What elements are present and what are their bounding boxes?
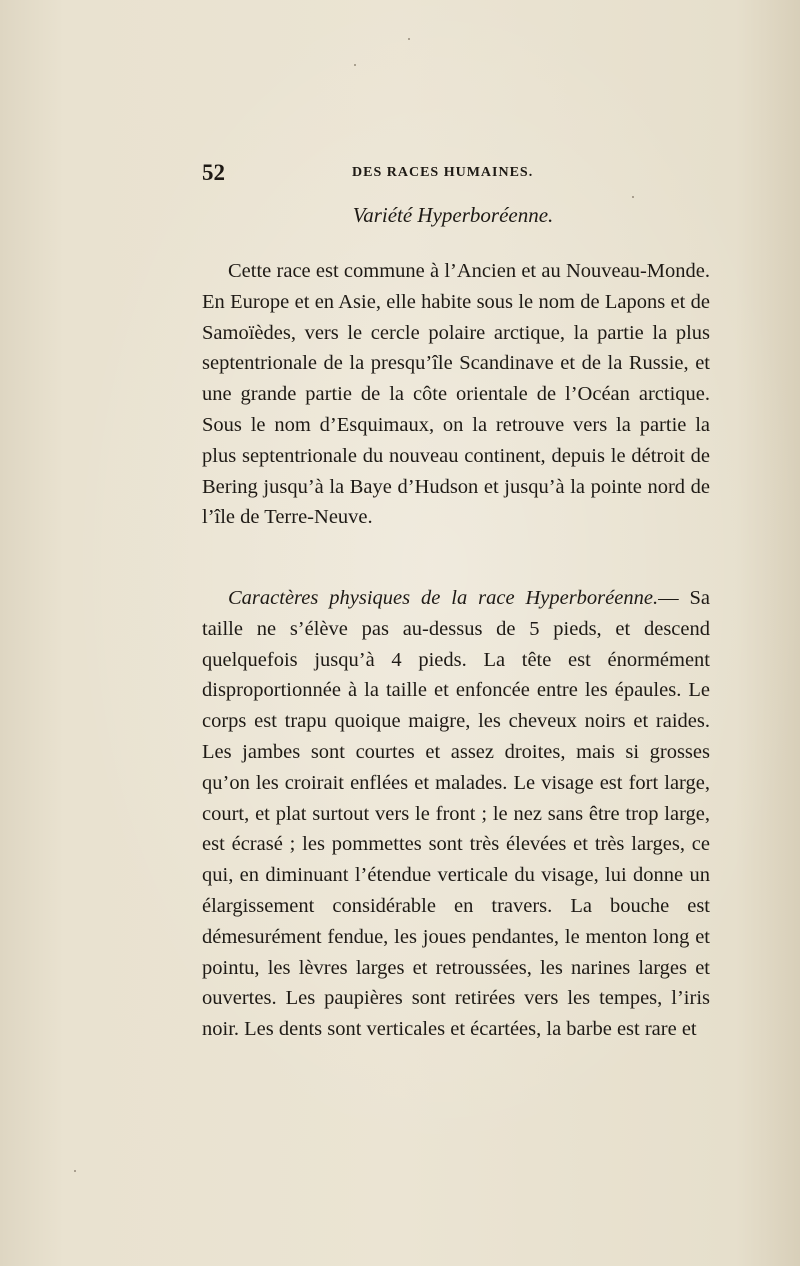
em-dash: — (658, 587, 679, 609)
paper-speck (408, 38, 410, 40)
paper-speck (74, 1170, 76, 1172)
running-head: DES RACES HUMAINES. (352, 165, 534, 180)
paragraph-lead-title: Caractères physiques de la race Hyperboréenne. (228, 587, 659, 609)
paragraph-body: Sa taille ne s’élève pas au-dessus de 5 pieds, et descend quelquefois jusqu’à 4 pieds. La tête est énormément disproportionnée à la taille et enfoncée entre les épaules. Le corps est trapu quoique maigre, les cheveux noirs et raides. Les jambes sont courtes et assez droites, mais si grosses qu’on les croirait enflées et malades. Le visage est fort large, court, et plat surtout vers le front ; le nez sans être trop large, est écrasé ; les pommettes sont très élevées et très larges, ce qui, en diminuant l’étendue verticale du visage, lui donne un élargissement considérable en travers. La bouche est démesurément fendue, les joues pendantes, le menton long et pointu, les lèvres larges et retroussées, les narines larges et ouvertes. Les paupières sont retirées vers les tempes, l’iris noir. Les dents sont verticales et écartées, la barbe est rare et (202, 587, 711, 1041)
paper-speck (354, 64, 356, 66)
paragraph-habitat: Cette race est commune à l’Ancien et au Nouveau-Monde. En Europe et en Asie, elle habite sous le nom de Lapons et de Samoïèdes, vers le cercle polaire arctique, la partie la plus septentrionale de la presqu’île Scandinave et de la Russie, et une grande partie de la côte orientale de l’Océan arctique. Sous le nom d’Esquimaux, on la retrouve vers la partie la plus septentrionale du nouveau continent, depuis le détroit de Bering jusqu’à la Baye d’Hudson et jusqu’à la pointe nord de l’île de Terre-Neuve. (202, 260, 710, 529)
section-title: Variété Hyperboréenne. (352, 203, 554, 227)
page-header (202, 160, 710, 188)
paragraph-physical-characters (202, 583, 710, 1045)
page-number: 52 (202, 160, 225, 185)
paper-speck (632, 196, 634, 198)
